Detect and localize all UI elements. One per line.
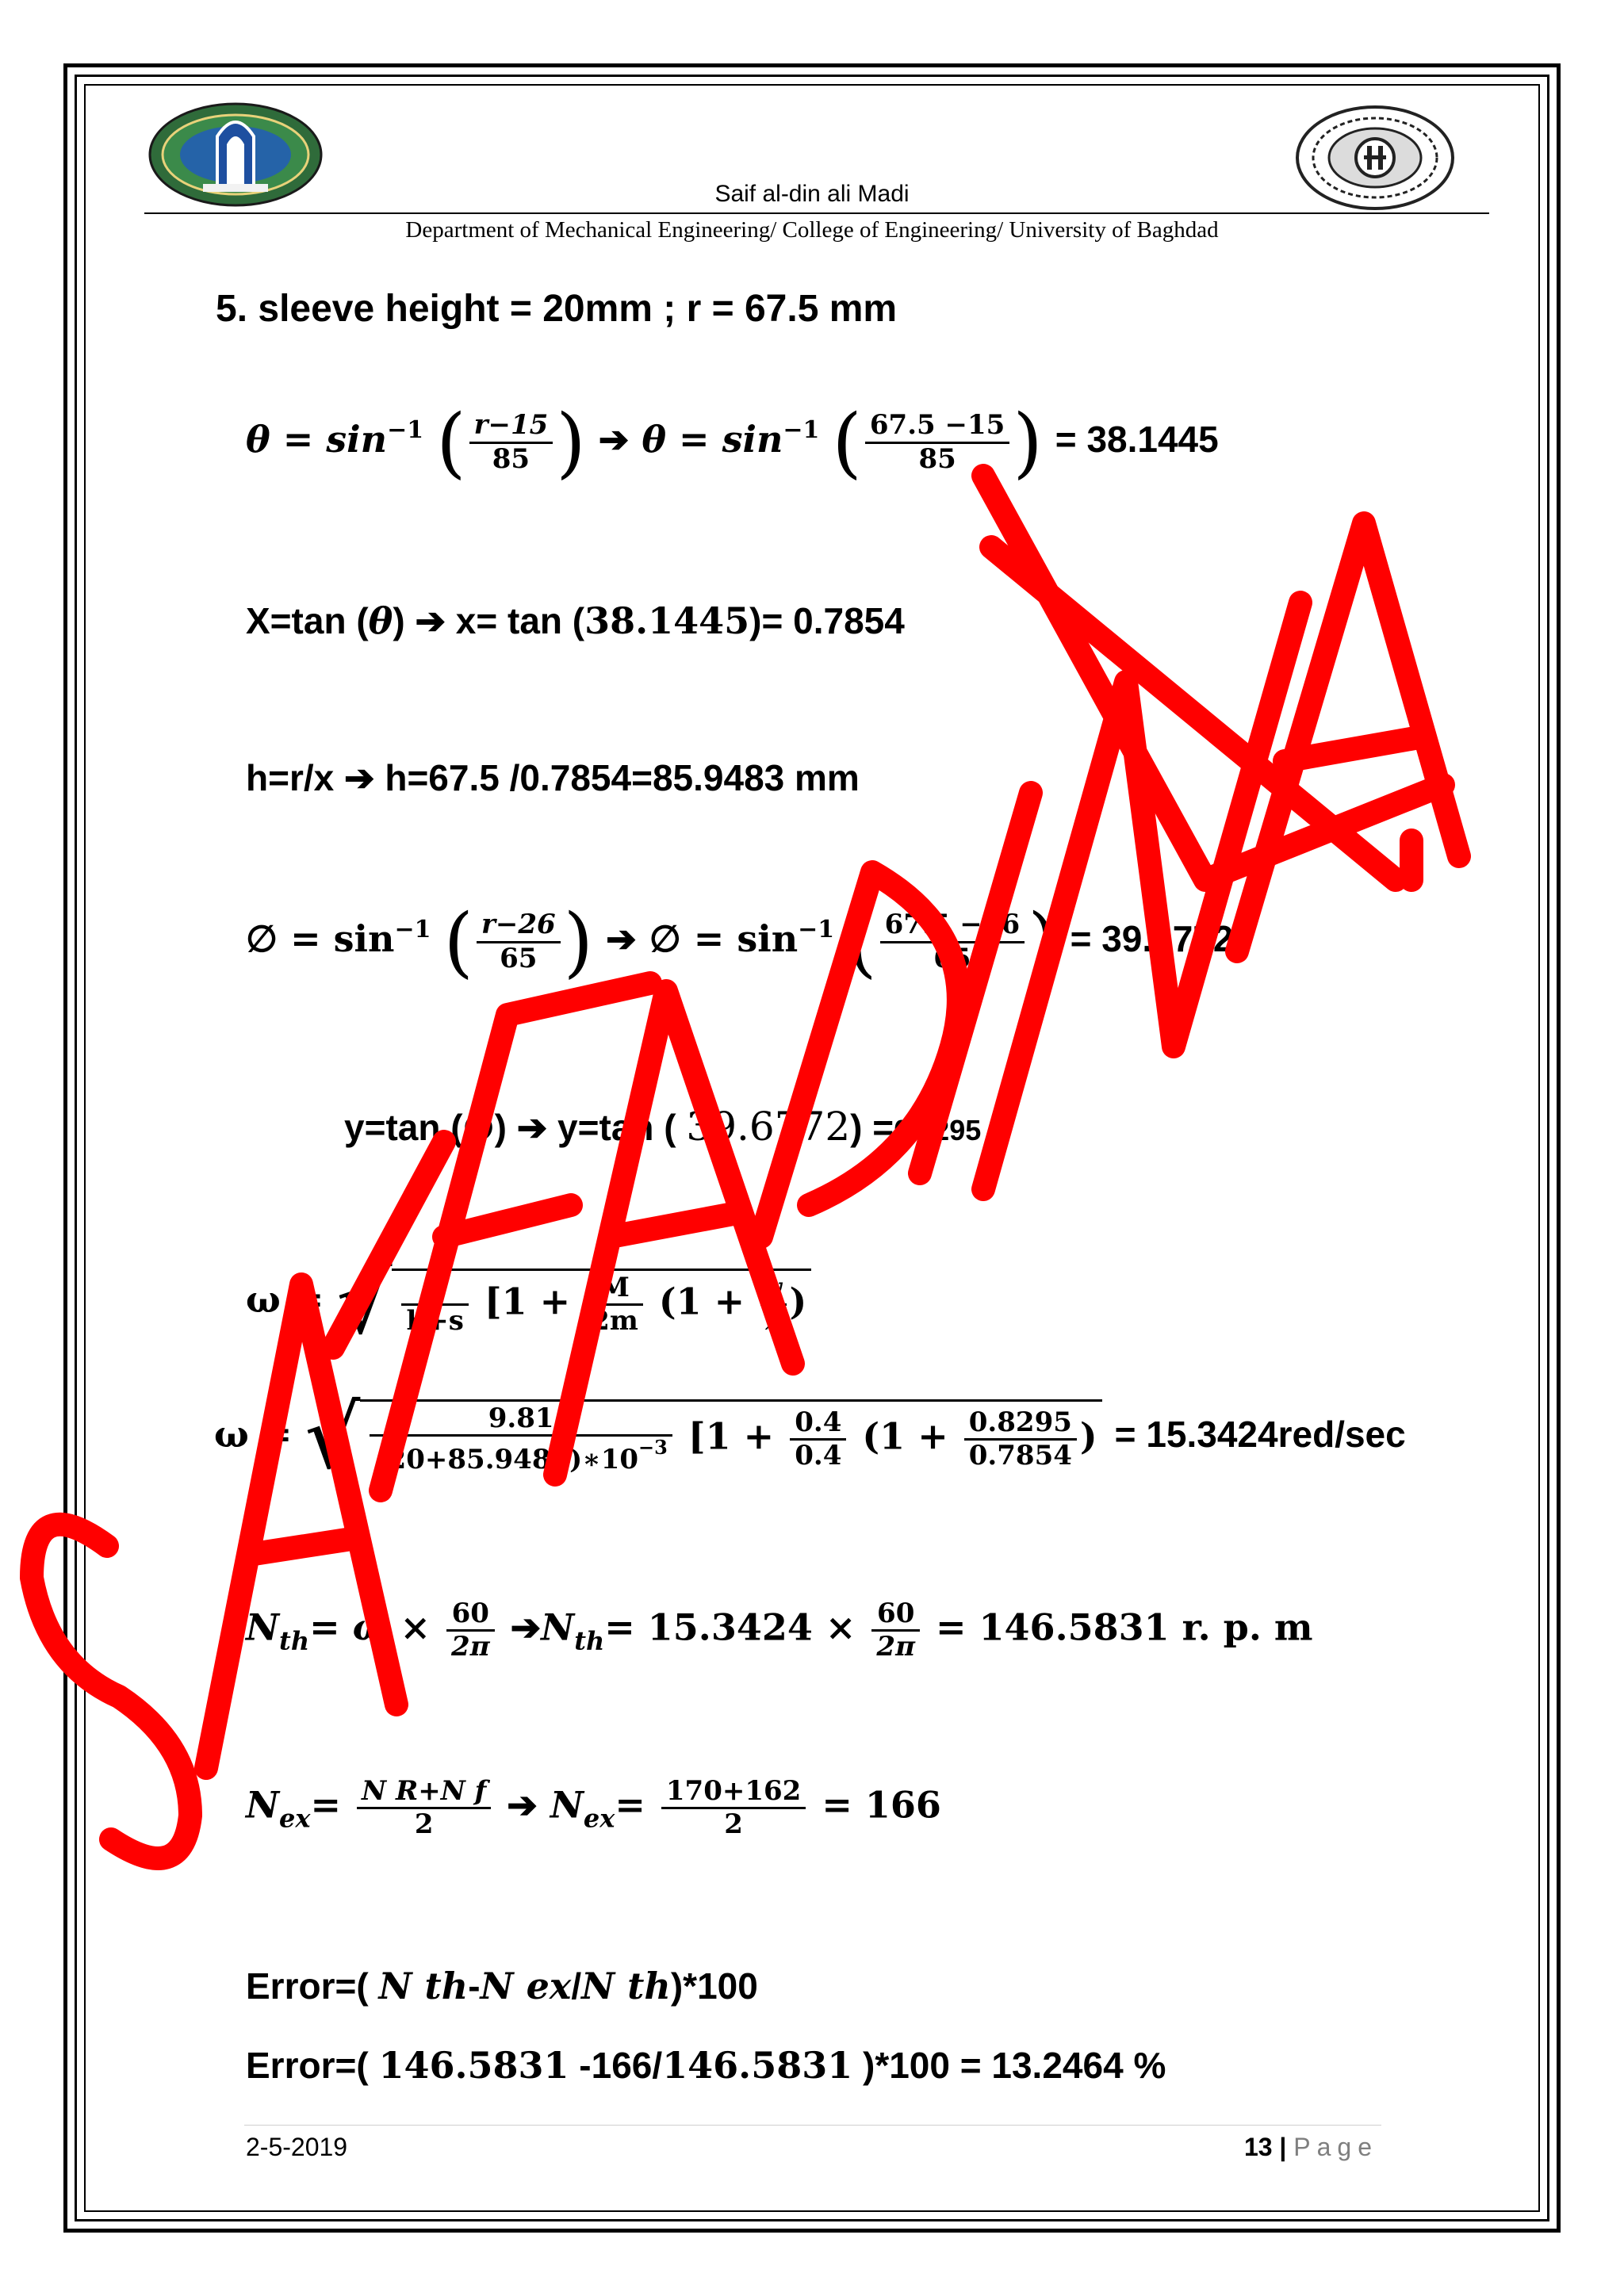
theta-result: = 38.1445: [1055, 419, 1219, 460]
arrow-icon: ➔: [598, 418, 630, 461]
header-divider: [144, 212, 1489, 214]
footer-page-number: 13 | Page: [1243, 2133, 1378, 2161]
theta-den1: 85: [492, 442, 530, 475]
h-line: h=r/x ➔ h=67.5 /0.7854=85.9483 mm: [246, 757, 860, 798]
omega-formula: ω = √ $\frac{g}{h+s}$ [1 + $\frac{M}{2m}$ (1 + $\frac{y}{x}$ ): [246, 1259, 811, 1346]
y-line: y=tan (∅) ➔ y=tan ( 39.6772) =0.8295: [344, 1104, 982, 1150]
error-formula: Error=( N th-N ex/N th)*100: [246, 1965, 758, 2007]
arrow-icon: ➔: [344, 757, 375, 798]
arrow-icon: ➔: [516, 1107, 548, 1148]
arrow-icon: ➔: [415, 600, 446, 641]
footer-date: 2-5-2019: [246, 2133, 348, 2161]
phi-result: = 39.6772: [1070, 918, 1234, 959]
theta-num1: r−15: [469, 410, 553, 443]
error-value: Error=( 146.5831 -166/146.5831 )*100 = 13.2464 %: [246, 2044, 1166, 2087]
omega-numeric: ω = √ $\frac{9.81}{(20+85.9483)∗10^{-3}}$ [1 + $\frac{0.4}{0.4}$ (1 + $\frac{0.8295}{0.7854}$ ) = 15.3424red/sec: [214, 1387, 1406, 1488]
theta-lhs: θ = sin: [246, 418, 388, 461]
footer-divider: [244, 2125, 1381, 2126]
author-name: Saif al-din ali Madi: [714, 181, 910, 207]
nth-equation: $N_{th}= \omega$ × $\frac{60}{2\pi}$ $➔N_{th}= 15.3424$ × $\frac{60}{2\pi}$ = 146.5831 r. p. m: [246, 1598, 1313, 1663]
theta-equation: $\theta = \sin^{-1}$ ( $\frac{r-15}{85}$ ) ➔ $\theta = \sin^{-1}$ ( $\frac{67.5 -15}{85}$ ) = 38.1445: [246, 398, 1219, 487]
x-line: X=tan (θ) ➔ x= tan (38.1445)= 0.7854: [246, 599, 905, 642]
arrow-icon: ➔: [510, 1605, 542, 1649]
department-line: Department of Mechanical Engineering/ College of Engineering/ University of Baghdad: [405, 217, 1219, 243]
section-heading: 5. sleeve height = 20mm ; r = 67.5 mm: [216, 288, 898, 330]
theta-mid: θ = sin: [642, 418, 783, 461]
theta-den2: 85: [918, 442, 956, 475]
theta-num2: 67.5 −15: [865, 410, 1009, 443]
arrow-icon: ➔: [507, 1783, 538, 1827]
omega-result: = 15.3424red/sec: [1114, 1414, 1406, 1455]
nex-equation: $N_{ex}=$ $\frac{\text{N R+N f}}{2}$ ➔ $N_{ex}=$ $\frac{170+162}{2}$ = 166: [246, 1775, 941, 1841]
phi-equation: ∅ = $\sin^{-1}$ ( $\frac{r-26}{65}$ ) ➔ ∅ = $\sin^{-1}$ ( $\frac{67.5 -26}{65}$ ) = 39.6772: [246, 897, 1234, 986]
arrow-icon: ➔: [606, 917, 637, 960]
